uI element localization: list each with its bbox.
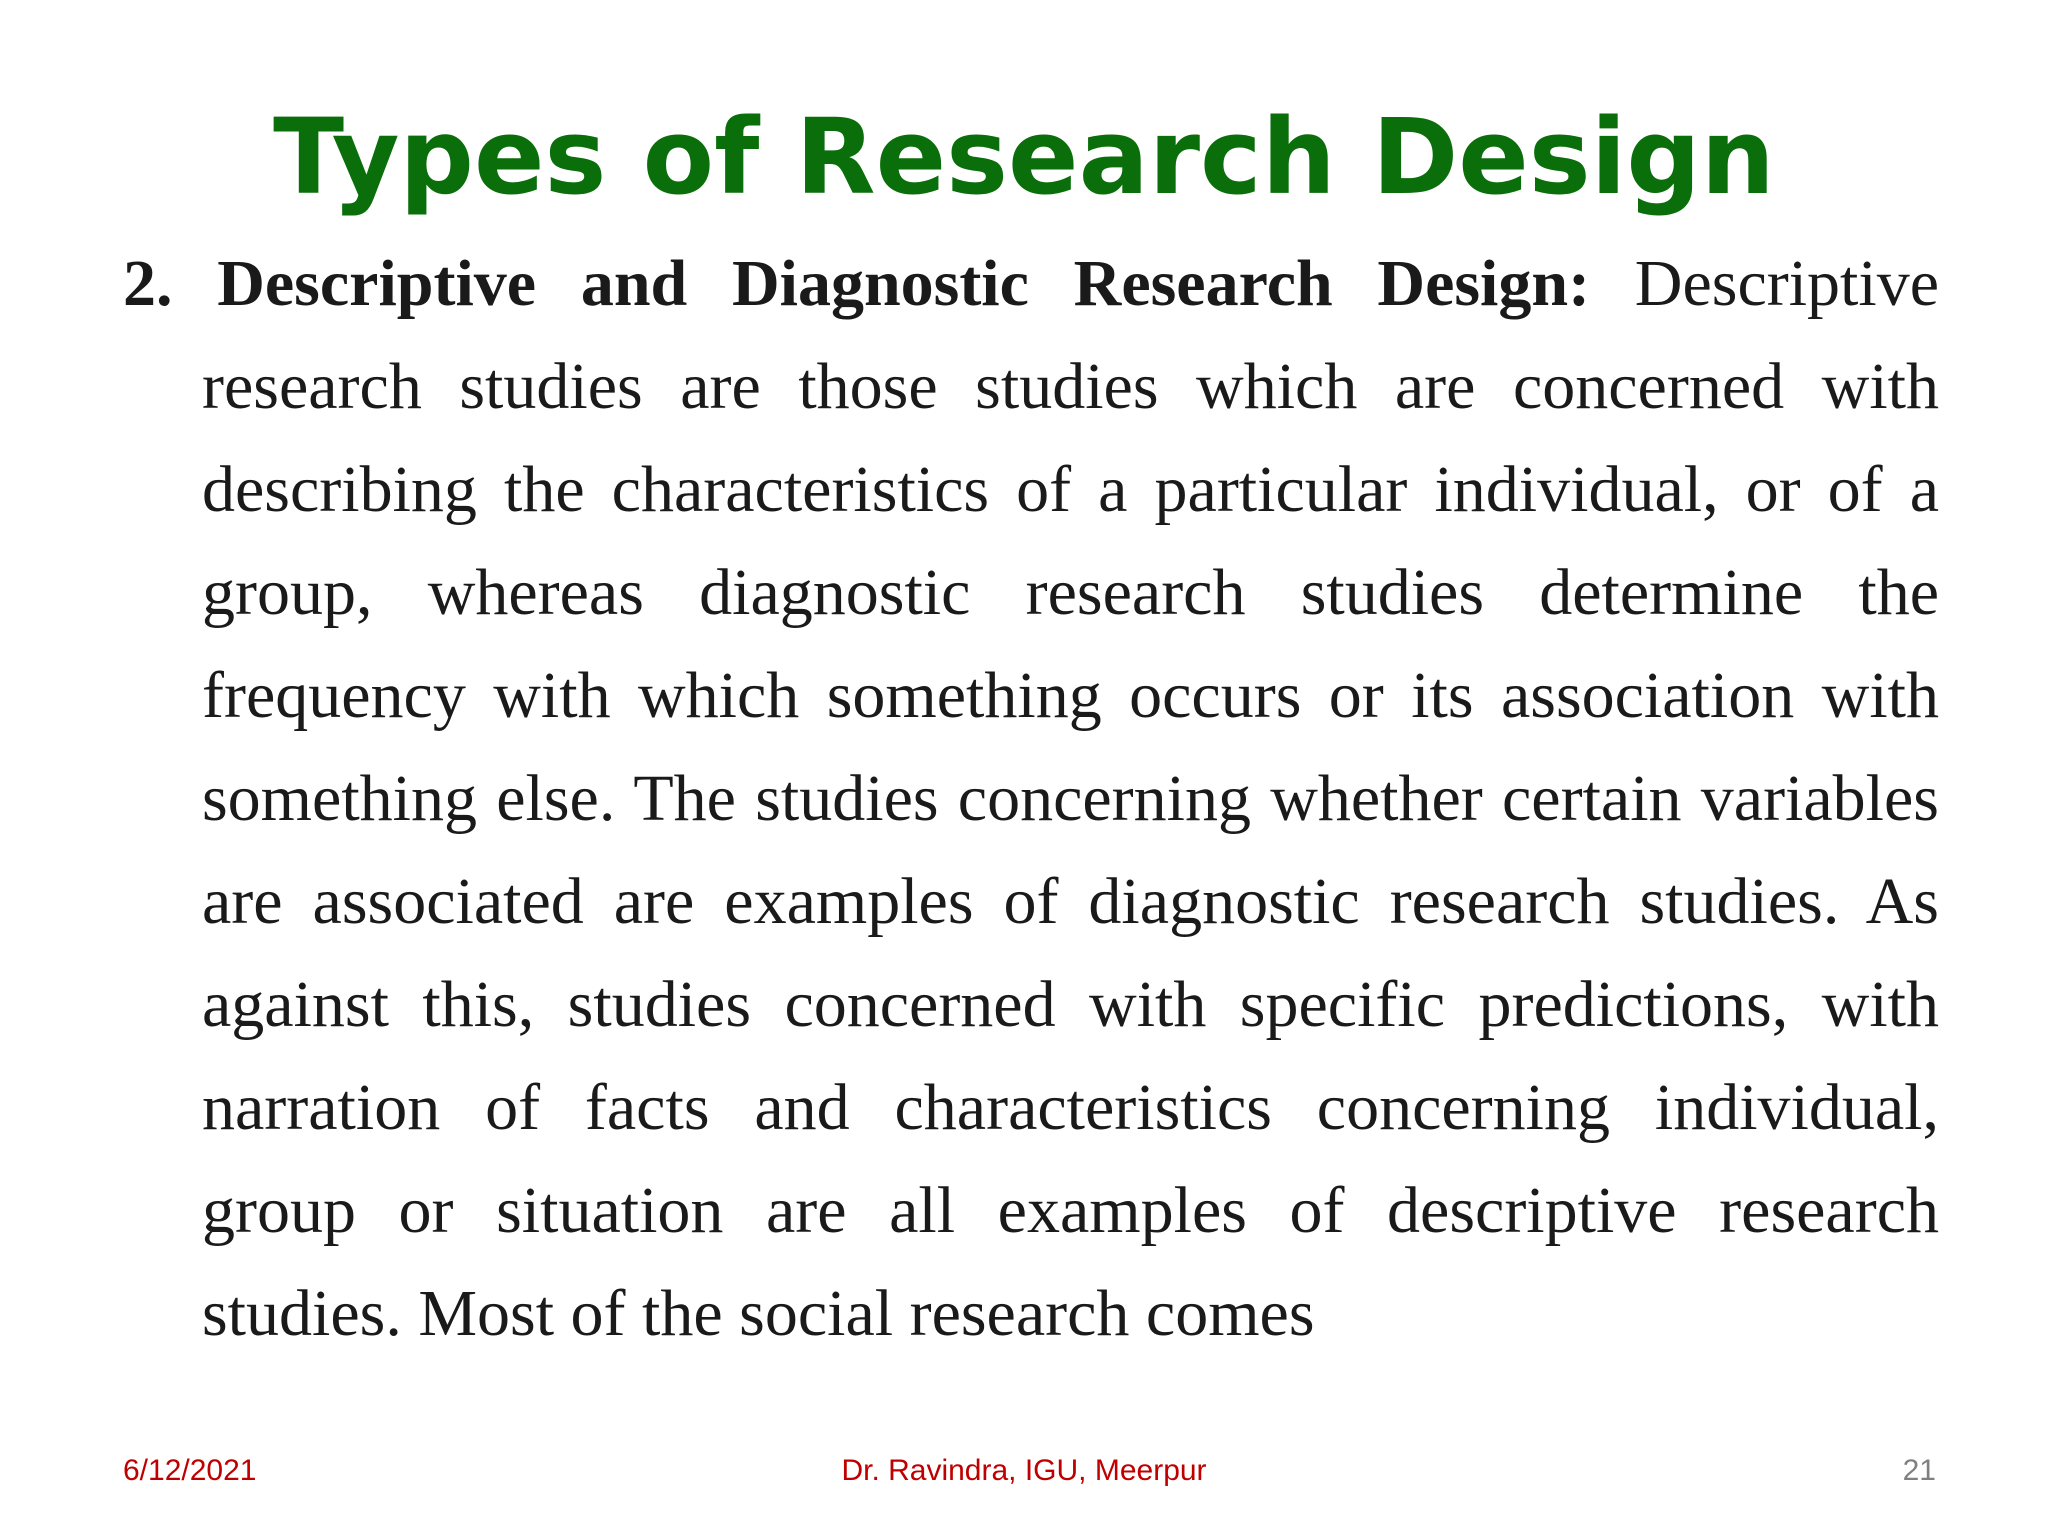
slide-body (123, 232, 1939, 1365)
item-number: 2. (123, 247, 173, 320)
page-number: 21 (1902, 1454, 1936, 1487)
footer-date: 6/12/2021 (123, 1454, 257, 1487)
list-item (123, 232, 1939, 1365)
slide-title: Types of Research Design (273, 96, 1775, 218)
item-heading: Descriptive and Diagnostic Research Design: (217, 247, 1591, 320)
footer-author: Dr. Ravindra, IGU, Meerpur (841, 1454, 1207, 1487)
item-text: Descriptive research studies are those studies which are concerned with describing the characteristics of a particular individual, or of a group, whereas diagnostic research studies determine the frequency with which something occurs or its association with something else. The studies concerning whether certain variables are associated are examples of diagnostic research studies. As against this, studies concerned with specific predictions, with narration of facts and characteristics concerning individual, group or situation are all examples of descriptive research studies. Most of the social research comes (202, 247, 1940, 1350)
